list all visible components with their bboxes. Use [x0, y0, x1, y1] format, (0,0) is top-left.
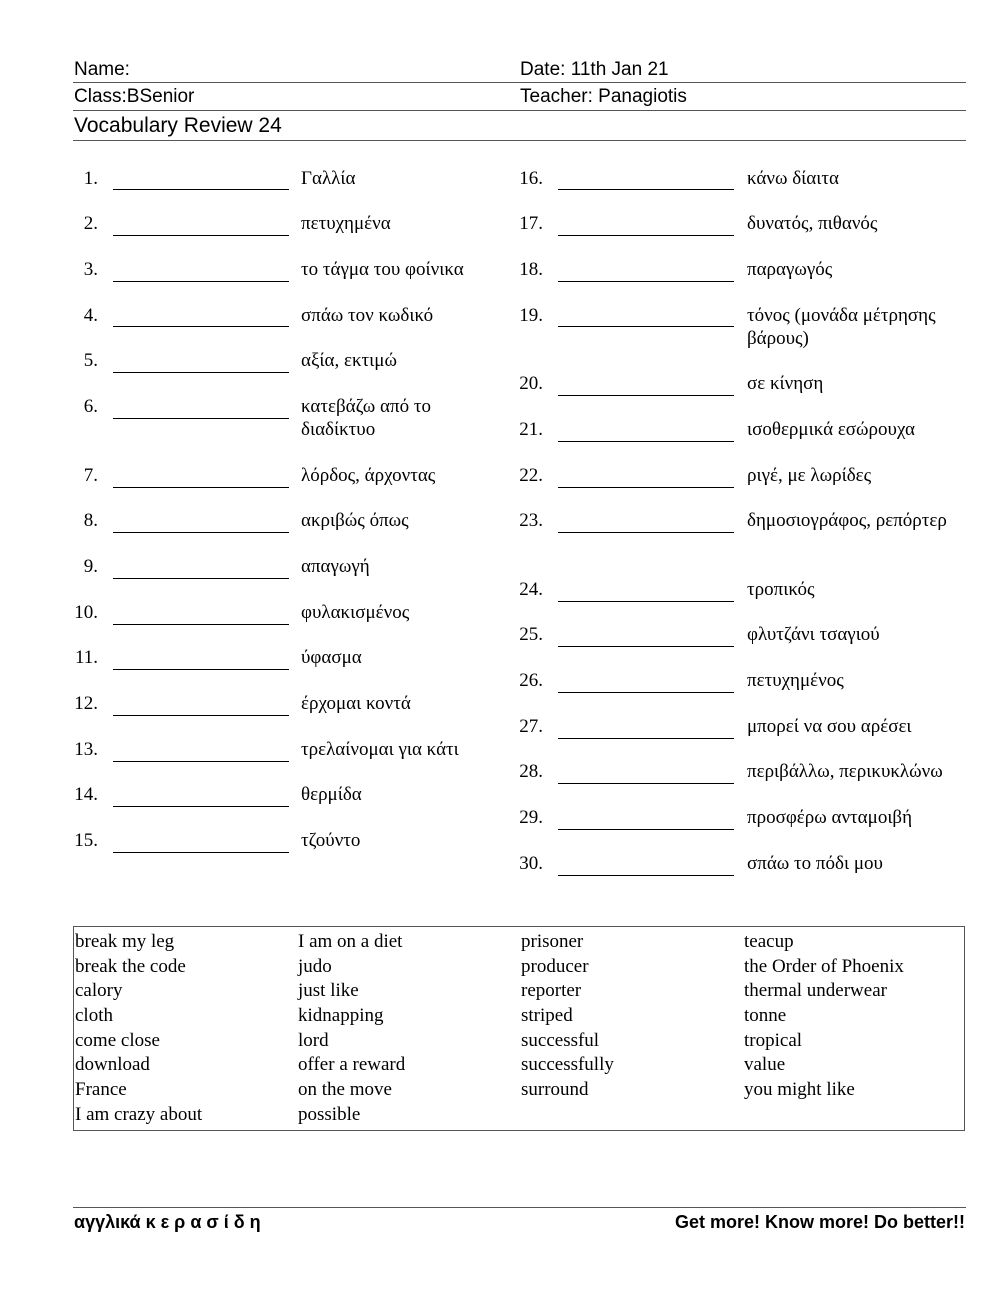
item-clue: τροπικός: [747, 579, 815, 600]
word-bank-entry: teacup: [744, 931, 794, 952]
date-label: Date: 11th Jan 21: [520, 59, 669, 80]
item-number: 1.: [83, 168, 98, 189]
answer-blank[interactable]: [113, 532, 289, 533]
footer-right-text: Get more! Know more! Do better!!: [674, 1212, 965, 1232]
footer-divider: [73, 1207, 966, 1208]
item-clue: δημοσιογράφος, ρεπόρτερ: [747, 510, 947, 531]
item-clue: λόρδος, άρχοντας: [301, 465, 436, 486]
item-clue: ύφασμα: [301, 647, 362, 668]
item-number: 8.: [83, 510, 98, 531]
item-clue: σπάω το πόδι μου: [747, 853, 883, 874]
page-title: Vocabulary Review 24: [74, 114, 282, 137]
item-clue: σπάω τον κωδικό: [301, 305, 434, 326]
word-bank-column: [298, 930, 405, 1128]
divider: [73, 82, 966, 83]
item-clue: ισοθερμικά εσώρουχα: [747, 419, 915, 440]
answer-blank[interactable]: [558, 441, 734, 442]
item-number: 2.: [83, 213, 98, 234]
item-number: 3.: [83, 259, 98, 280]
word-bank: [73, 926, 965, 1131]
footer-left-text: αγγλικά κ ε ρ α σ ί δ η: [74, 1212, 261, 1232]
answer-blank[interactable]: [113, 487, 289, 488]
item-number: 20.: [519, 373, 543, 394]
item-clue: ριγέ, με λωρίδες: [747, 465, 872, 486]
item-number: 26.: [519, 670, 543, 691]
item-clue: φλυτζάνι τσαγιού: [747, 624, 880, 645]
item-number: 28.: [519, 761, 543, 782]
class-label: Class:BSenior: [74, 86, 195, 107]
word-bank-entry: surround: [521, 1079, 589, 1101]
answer-blank[interactable]: [113, 761, 289, 762]
word-bank-entry: tropical: [744, 1029, 803, 1051]
item-number: 16.: [519, 168, 543, 189]
item-number: 9.: [83, 556, 98, 577]
item-number: 5.: [83, 350, 98, 371]
answer-blank[interactable]: [558, 692, 734, 693]
answer-blank[interactable]: [558, 189, 734, 190]
item-number: 18.: [519, 259, 543, 280]
item-clue: προσφέρω ανταμοιβή: [747, 807, 913, 828]
word-bank-entry: calory: [75, 980, 123, 1002]
name-label: Name:: [74, 59, 130, 80]
item-clue: τόνος (μονάδα μέτρησης βάρους): [747, 305, 936, 349]
word-bank-entry: kidnapping: [298, 1005, 384, 1027]
item-clue: το τάγμα του φοίνικα: [301, 259, 464, 280]
word-bank-entry: come close: [75, 1029, 160, 1051]
word-bank-entry: on the move: [298, 1079, 392, 1101]
item-number: 4.: [83, 305, 98, 326]
answer-blank[interactable]: [113, 578, 289, 579]
teacher-label: Teacher: Panagiotis: [520, 86, 687, 107]
word-bank-column: [75, 930, 202, 1128]
word-bank-entry: lord: [298, 1029, 329, 1051]
item-clue: ακριβώς όπως: [301, 510, 409, 531]
item-clue: δυνατός, πιθανός: [747, 213, 878, 234]
item-number: 22.: [519, 465, 543, 486]
item-number: 23.: [519, 510, 543, 531]
item-number: 13.: [74, 739, 98, 760]
divider: [73, 110, 966, 111]
answer-blank[interactable]: [558, 601, 734, 602]
answer-blank[interactable]: [558, 738, 734, 739]
answer-blank[interactable]: [558, 875, 734, 876]
word-bank-entry: I am crazy about: [75, 1103, 203, 1125]
word-bank-entry: I am on a diet: [298, 931, 403, 952]
item-clue: σε κίνηση: [747, 373, 824, 394]
word-bank-entry: reporter: [521, 980, 582, 1002]
answer-blank[interactable]: [113, 715, 289, 716]
word-bank-entry: producer: [521, 955, 589, 977]
word-bank-entry: cloth: [75, 1005, 113, 1027]
item-clue: πετυχημένα: [301, 213, 391, 234]
divider: [73, 140, 966, 141]
item-clue: Γαλλία: [301, 168, 356, 189]
item-clue: απαγωγή: [301, 556, 370, 577]
item-clue: φυλακισμένος: [301, 602, 410, 623]
word-bank-entry: just like: [298, 980, 359, 1002]
item-number: 27.: [519, 716, 543, 737]
item-clue: τζούντο: [301, 830, 361, 851]
word-bank-entry: successful: [521, 1029, 600, 1051]
answer-blank[interactable]: [113, 624, 289, 625]
word-bank-column: [744, 930, 904, 1103]
answer-blank[interactable]: [558, 487, 734, 488]
word-bank-entry: successfully: [521, 1054, 614, 1076]
answer-blank[interactable]: [558, 281, 734, 282]
answer-blank[interactable]: [558, 829, 734, 830]
item-clue: μπορεί να σου αρέσει: [747, 716, 912, 737]
item-number: 7.: [83, 465, 98, 486]
item-number: 6.: [83, 396, 98, 417]
answer-blank[interactable]: [113, 372, 289, 373]
answer-blank[interactable]: [558, 235, 734, 236]
item-number: 30.: [519, 853, 543, 874]
item-number: 29.: [519, 807, 543, 828]
word-bank-entry: break my leg: [75, 931, 175, 952]
item-clue: αξία, εκτιμώ: [301, 350, 397, 371]
item-number: 21.: [519, 419, 543, 440]
word-bank-entry: France: [75, 1079, 127, 1101]
word-bank-entry: break the code: [75, 955, 186, 977]
word-bank-entry: prisoner: [521, 931, 584, 952]
word-bank-entry: tonne: [744, 1005, 787, 1027]
item-clue: πετυχημένος: [747, 670, 844, 691]
word-bank-column: [521, 930, 614, 1103]
word-bank-entry: possible: [298, 1103, 361, 1125]
item-clue: έρχομαι κοντά: [301, 693, 411, 714]
answer-blank[interactable]: [113, 418, 289, 419]
item-number: 19.: [519, 305, 543, 326]
answer-blank[interactable]: [558, 395, 734, 396]
word-bank-entry: striped: [521, 1005, 573, 1027]
item-number: 12.: [74, 693, 98, 714]
word-bank-entry: download: [75, 1054, 150, 1076]
item-number: 24.: [519, 579, 543, 600]
item-number: 11.: [74, 647, 98, 668]
item-clue: παραγωγός: [747, 259, 833, 280]
item-number: 25.: [519, 624, 543, 645]
word-bank-entry: judo: [298, 955, 332, 977]
answer-blank[interactable]: [113, 326, 289, 327]
answer-blank[interactable]: [558, 646, 734, 647]
answer-blank[interactable]: [113, 189, 289, 190]
item-number: 17.: [519, 213, 543, 234]
answer-blank[interactable]: [113, 669, 289, 670]
word-bank-entry: thermal underwear: [744, 980, 887, 1002]
answer-blank[interactable]: [113, 806, 289, 807]
word-bank-entry: value: [744, 1054, 786, 1076]
item-number: 10.: [74, 602, 98, 623]
item-clue: θερμίδα: [301, 784, 362, 805]
answer-blank[interactable]: [113, 852, 289, 853]
item-clue: κάνω δίαιτα: [747, 168, 839, 189]
word-bank-entry: the Order of Phoenix: [744, 955, 904, 977]
item-number: 14.: [74, 784, 98, 805]
answer-blank[interactable]: [113, 235, 289, 236]
item-number: 15.: [74, 830, 98, 851]
item-clue: κατεβάζω από το διαδίκτυο: [301, 396, 431, 440]
answer-blank[interactable]: [558, 783, 734, 784]
answer-blank[interactable]: [113, 281, 289, 282]
word-bank-entry: offer a reward: [298, 1054, 406, 1076]
item-clue: περιβάλλω, περικυκλώνω: [747, 761, 943, 782]
answer-blank[interactable]: [558, 532, 734, 533]
word-bank-entry: you might like: [744, 1079, 855, 1101]
item-clue: τρελαίνομαι για κάτι: [301, 739, 459, 760]
answer-blank[interactable]: [558, 326, 734, 327]
